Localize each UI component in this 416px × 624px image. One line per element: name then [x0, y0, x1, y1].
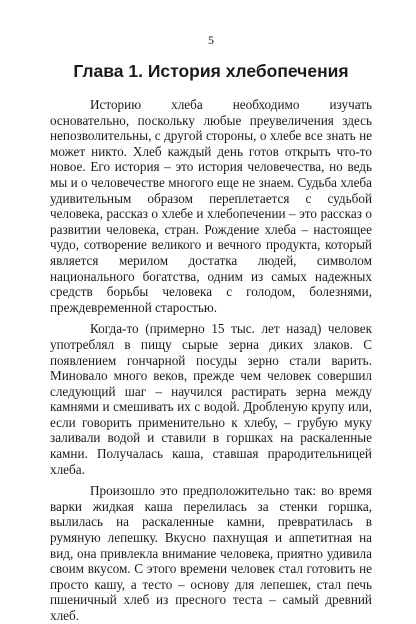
- chapter-title: Глава 1. История хлебопечения: [73, 61, 349, 81]
- paragraph-2: Когда-то (примерно 15 тыс. лет назад) человек употреблял в пищу сырые зерна диких злаков. С появлением гончарной посуды зерно стали варить. Миновало много веков, прежде чем человек совершил следующий шаг – научился растирать зерна между камнями и смешивать их с водой. Дробленую крупу или, если говорить применительно к хлебу, – грубую муку заливали водой и ставили в горшках на раскаленные камни. Получалась каша, ставшая прародительницей хлеба.: [50, 321, 372, 477]
- paragraph-1: Историю хлеба необходимо изучать основательно, поскольку любые преувеличения здесь непозволительны, с другой стороны, о хлебе все знать не может никто. Хлеб каждый день готов открыть что-то новое. Его история – это история человечества, но ведь мы и о человечестве многого еще не знаем. Судьба хлеба удивительным образом переплетается с судьбой человека, рассказ о хлебе и хлебопечении – это рассказ о развитии человека, стран. Рождение хлеба – настоящее чудо, сотворение великого и вечного продукта, который является мерилом достатка людей, символом национального богатства, одним из самых надежных средств борьбы человека с голодом, болезнями, преждевременной старостью.: [50, 97, 372, 315]
- body-text: [50, 97, 372, 624]
- paragraph-3: Произошло это предположительно так: во время варки жидкая каша перелилась за стенки горшка, вылилась на раскаленные камни, превратилась в румяную лепешку. Вкусно пахнущая и аппетитная на вид, она привлекла внимание человека, приятно удивила своим вкусом. С этого времени человек стал готовить не просто кашу, а тесто – основу для лепешек, стал печь пшеничный хлеб из пресного теста – самый древний хлеб.: [50, 483, 372, 623]
- page-number: 5: [208, 33, 214, 47]
